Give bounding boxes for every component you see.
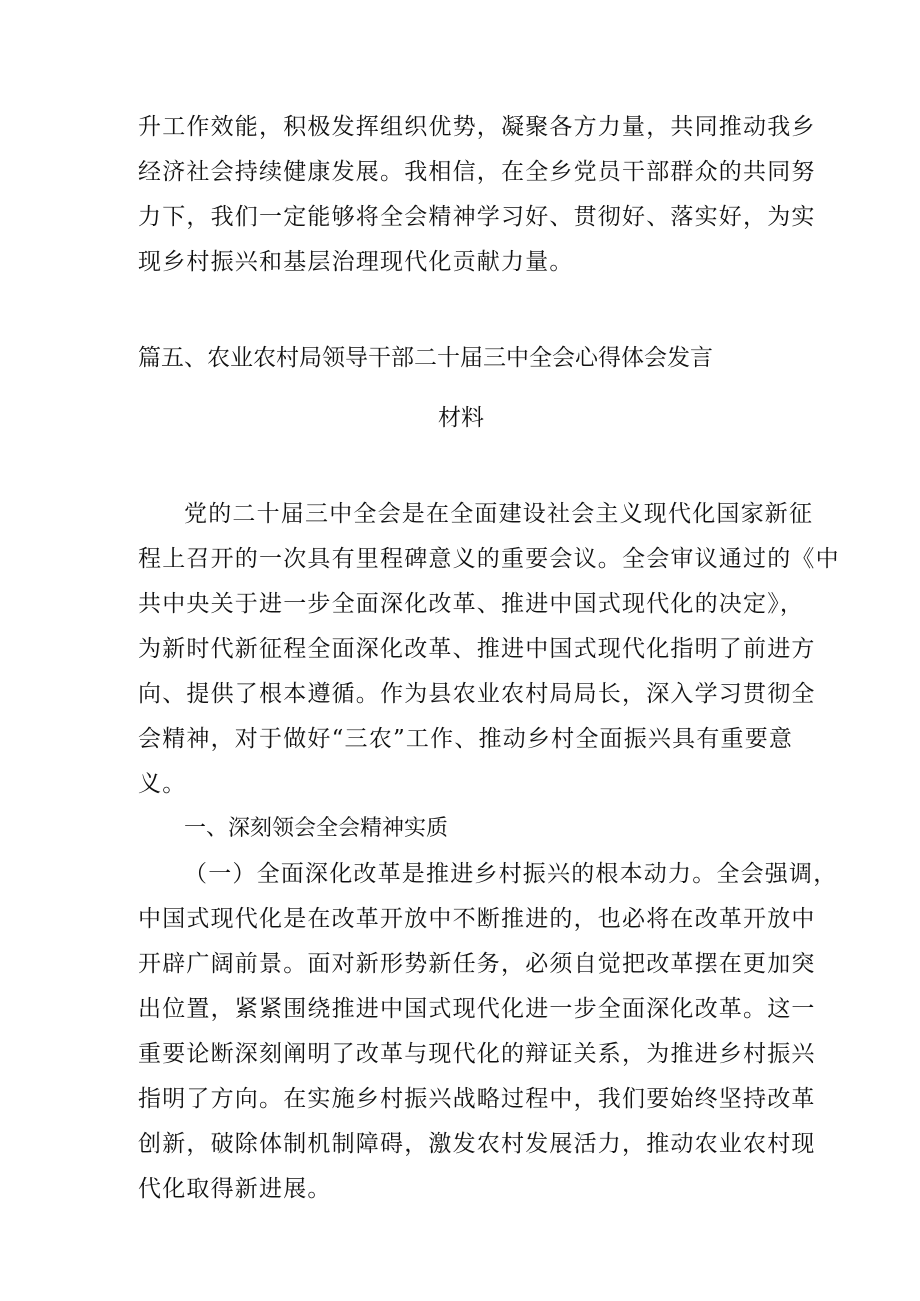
text-line: 创新，破除体制机制障碍，激发农村发展活力，推动农业农村现 (138, 1131, 816, 1157)
text-line: 义。 (138, 771, 187, 797)
text-line: （一）全面深化改革是推进乡村振兴的根本动力。全会强调， (184, 861, 838, 887)
text-line: 代化取得新进展。 (138, 1176, 332, 1202)
text-line: 升工作效能，积极发挥组织优势，凝聚各方力量，共同推动我乡 (138, 114, 816, 140)
text-line: 重要论断深刻阐明了改革与现代化的辩证关系，为推进乡村振兴 (138, 1041, 816, 1067)
text-line: 指明了方向。在实施乡村振兴战略过程中，我们要始终坚持改革 (138, 1086, 816, 1112)
text-line: 党的二十届三中全会是在全面建设社会主义现代化国家新征 (184, 501, 814, 527)
section-heading: 一、深刻领会全会精神实质 (184, 816, 449, 841)
text-line: 共中央关于进一步全面深化改革、推进中国式现代化的决定》， (138, 591, 805, 617)
article-title: 篇五、农业农村局领导干部二十届三中全会心得体会发言 (138, 345, 713, 371)
text-line: 经济社会持续健康发展。我相信，在全乡党员干部群众的共同努 (138, 159, 816, 185)
text-line: 程上召开的一次具有里程碑意义的重要会议。全会审议通过的《中 (138, 546, 840, 572)
text-line: 会精神，对于做好“三农”工作、推动乡村全面振兴具有重要意 (138, 726, 794, 752)
article-title-continuation: 材料 (438, 405, 484, 431)
text-line: 为新时代新征程全面深化改革、推进中国式现代化指明了前进方 (138, 636, 816, 662)
text-line: 现乡村振兴和基层治理现代化贡献力量。 (138, 249, 574, 275)
text-line: 中国式现代化是在改革开放中不断推进的，也必将在改革开放中 (138, 906, 816, 932)
text-line: 向、提供了根本遵循。作为县农业农村局局长，深入学习贯彻全 (138, 681, 816, 707)
text-line: 出位置，紧紧围绕推进中国式现代化进一步全面深化改革。这一 (138, 996, 816, 1022)
text-line: 力下，我们一定能够将全会精神学习好、贯彻好、落实好，为实 (138, 204, 816, 230)
text-line: 开辟广阔前景。面对新形势新任务，必须自觉把改革摆在更加突 (138, 951, 816, 977)
